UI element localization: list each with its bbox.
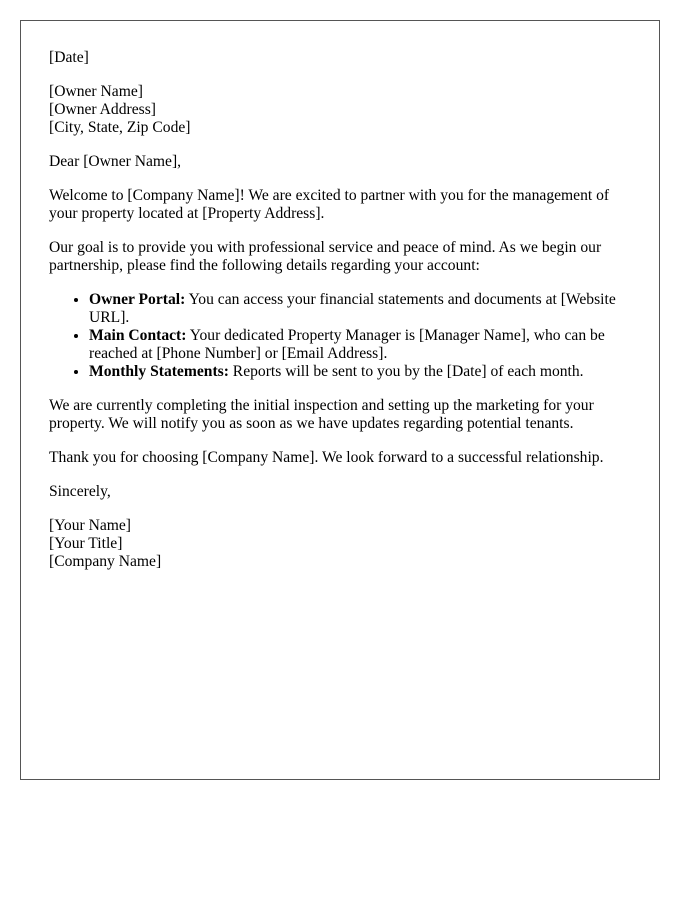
- recipient-block: [49, 83, 631, 137]
- salutation: Dear [Owner Name],: [49, 153, 182, 170]
- closing: Sincerely,: [49, 483, 111, 500]
- detail-text: You can access your financial statements and documents at [Website URL].: [89, 291, 616, 326]
- signature-company: [Company Name]: [49, 553, 162, 570]
- letter-page: [20, 20, 660, 780]
- recipient-address: [Owner Address]: [49, 101, 156, 118]
- detail-text: Reports will be sent to you by the [Date] of each month.: [228, 363, 584, 380]
- detail-label: Monthly Statements:: [89, 363, 229, 380]
- status-paragraph: We are currently completing the initial inspection and setting up the marketing for your property. We will notify you as soon as we have updates regarding potential tenants.: [49, 397, 594, 432]
- recipient-city-line: [City, State, Zip Code]: [49, 119, 191, 136]
- thanks-paragraph: Thank you for choosing [Company Name]. We look forward to a successful relationship.: [49, 449, 604, 466]
- goal-paragraph: Our goal is to provide you with professional service and peace of mind. As we begin our partnership, please find the following details regarding your account:: [49, 239, 602, 274]
- letter-date: [Date]: [49, 49, 89, 66]
- recipient-name: [Owner Name]: [49, 83, 143, 100]
- detail-item-owner-portal: [89, 291, 631, 327]
- signature-name: [Your Name]: [49, 517, 132, 534]
- detail-text: Your dedicated Property Manager is [Manager Name], who can be reached at [Phone Number] or [Email Address].: [89, 327, 605, 362]
- welcome-paragraph: Welcome to [Company Name]! We are excited to partner with you for the management of your property located at [Property Address].: [49, 187, 610, 222]
- detail-item-main-contact: [89, 327, 631, 363]
- detail-label: Owner Portal:: [89, 291, 186, 308]
- signature-title: [Your Title]: [49, 535, 123, 552]
- detail-item-monthly-statements: [89, 363, 631, 381]
- detail-label: Main Contact:: [89, 327, 187, 344]
- signature-block: [49, 517, 631, 571]
- account-details-list: [49, 291, 631, 381]
